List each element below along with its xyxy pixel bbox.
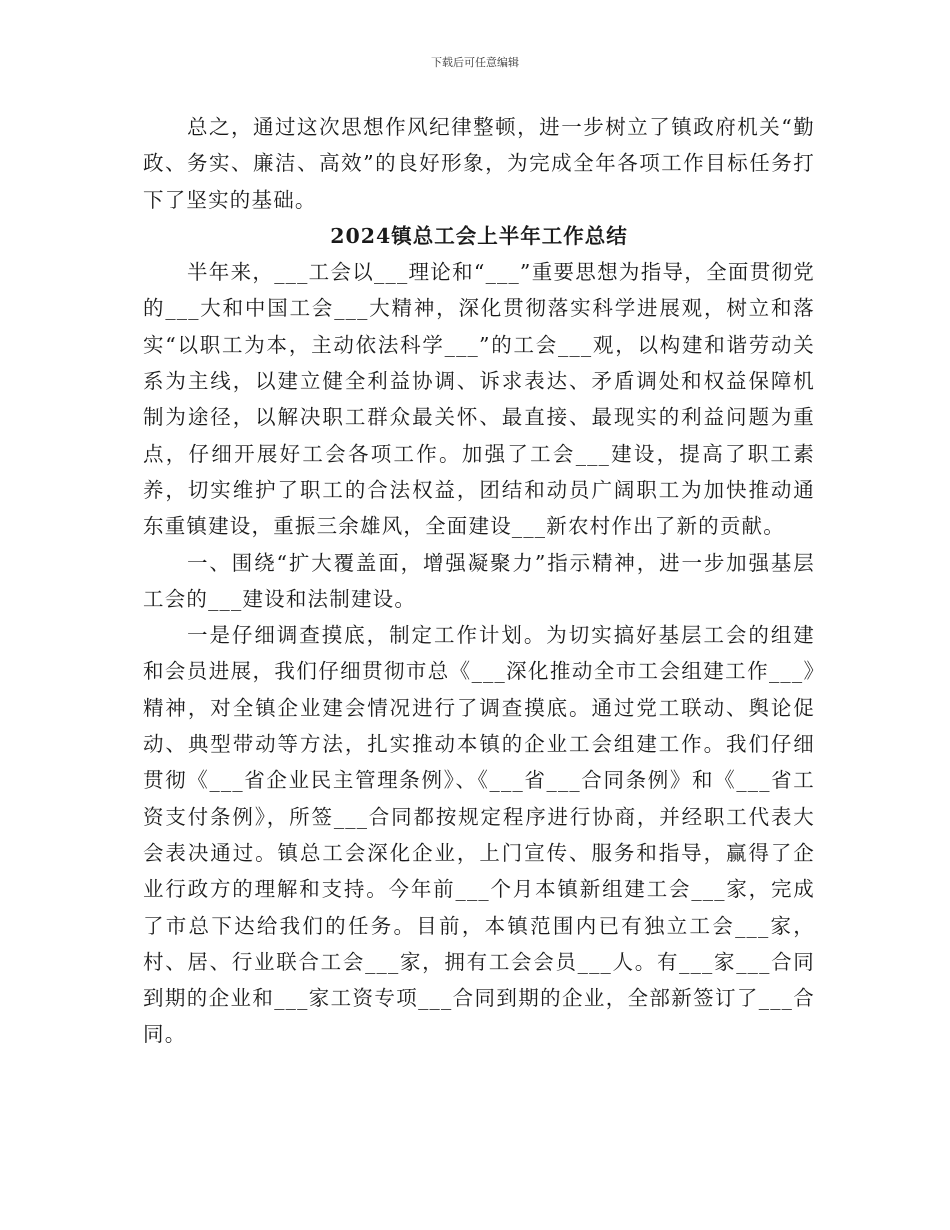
page-header-note: 下载后可任意编辑 [431,56,519,69]
intro-paragraph: 总之，通过这次思想作风纪律整顿，进一步树立了镇政府机关“勤政、务实、廉洁、高效”的良好形象，为完成全年各项工作目标任务打下了坚实的基础。 [143,115,815,212]
document-title: 2024镇总工会上半年工作总结 [330,223,628,248]
paragraph-section-heading: 一、围绕“扩大覆盖面，增强凝聚力”指示精神，进一步加强基层工会的___建设和法制建设。 [143,550,815,611]
paragraph-survey: 一是仔细调查摸底，制定工作计划。为切实搞好基层工会的组建和会员进展，我们仔细贯彻市总《___深化推动全市工会组建工作___》精神，对全镇企业建会情况进行了调查摸底。通过党工联动、舆论促动、典型带动等方法，扎实推动本镇的企业工会组建工作。我们仔细贯彻《___省企业民主管理条例》、《___省___合同条例》和《___省工资支付条例》，所签___合同都按规定程序进行协商，并经职工代表大会表决通过。镇总工会深化企业，上门宣传、服务和指导，赢得了企业行政方的理解和支持。今年前___个月本镇新组建工会___家，完成了市总下达给我们的任务。目前，本镇范围内已有独立工会___家，村、居、行业联合工会___家，拥有工会会员___人。有___家___合同到期的企业和___家工资专项___合同到期的企业，全部新签订了___合同。 [143,623,815,1047]
document-body [143,109,815,1053]
paragraph-summary: 半年来，___工会以___理论和“___”重要思想为指导，全面贯彻党的___大和中国工会___大精神，深化贯彻落实科学进展观，树立和落实“以职工为本，主动依法科学___”的工会___观，以构建和谐劳动关系为主线，以建立健全利益协调、诉求表达、矛盾调处和权益保障机制为途径，以解决职工群众最关怀、最直接、最现实的利益问题为重点，仔细开展好工会各项工作。加强了工会___建设，提高了职工素养，切实维护了职工的合法权益，团结和动员广阔职工为加快推动通东重镇建设，重振三余雄风，全面建设___新农村作出了新的贡献。 [143,260,815,539]
